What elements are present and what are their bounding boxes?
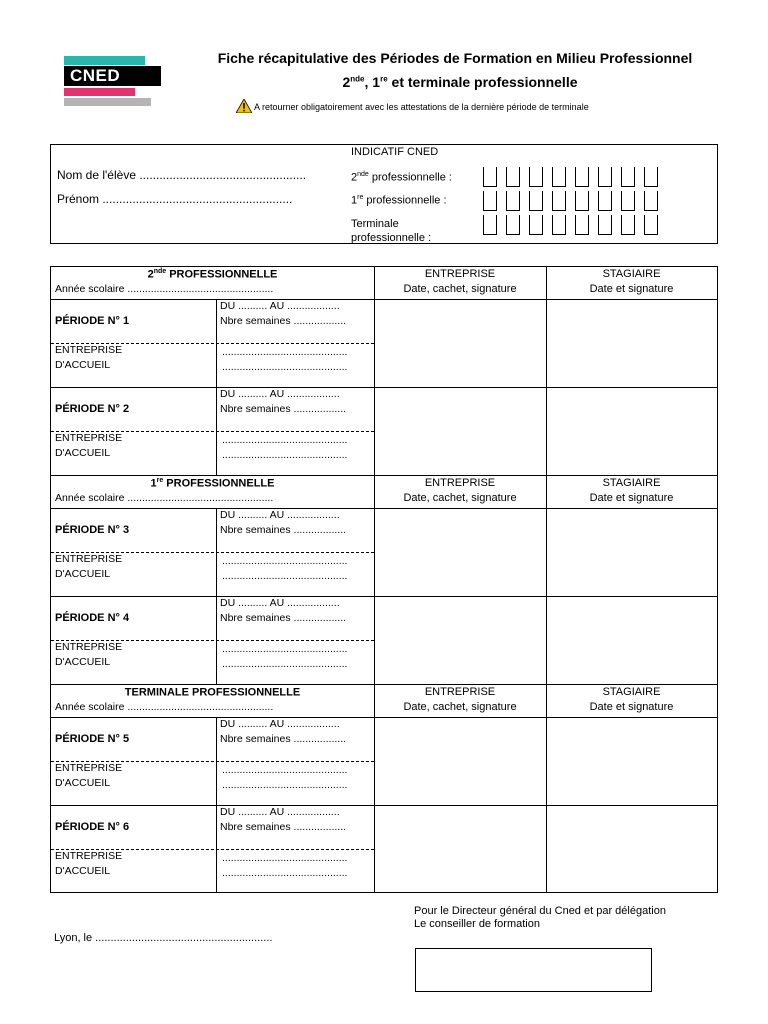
warning-note <box>236 99 696 113</box>
entreprise-address-field[interactable]: ........................................... <box>222 361 348 373</box>
logo-pink-bar <box>64 88 135 96</box>
student-firstname-field[interactable]: Prénom ......................................................... <box>57 192 293 206</box>
entreprise-signature-cell[interactable] <box>375 718 545 804</box>
lyon-date-field[interactable]: Lyon, le .......................................................... <box>54 932 273 944</box>
entreprise-subheader: Date, cachet, signature <box>403 492 517 504</box>
entreprise-label: ENTREPRISE <box>55 432 123 444</box>
cned-logo <box>0 0 170 110</box>
identity-box <box>50 144 718 244</box>
stagiaire-subheader: Date et signature <box>589 283 674 295</box>
entreprise-subheader: Date, cachet, signature <box>403 701 517 713</box>
accueil-label: D'ACCUEIL <box>55 777 111 789</box>
indicatif-2nde-label: 2nde professionnelle : <box>351 171 452 184</box>
logo-wordmark: CNED <box>64 66 161 86</box>
entreprise-signature-cell[interactable] <box>375 300 545 386</box>
entreprise-label: ENTREPRISE <box>55 344 123 356</box>
period-label: PÉRIODE N° 2 <box>55 403 130 415</box>
du-au-field[interactable]: DU .......... AU .................. <box>220 300 340 312</box>
page-title: Fiche récapitulative des Périodes de Formation en Milieu Professionnel <box>217 50 693 66</box>
entreprise-address-field[interactable]: ........................................... <box>222 867 348 879</box>
student-name-field[interactable]: Nom de l'élève .................................................. <box>57 168 307 182</box>
entreprise-header: ENTREPRISE <box>424 268 496 280</box>
indicatif-terminale-cells[interactable] <box>483 215 667 235</box>
indicatif-2nde-cells[interactable] <box>483 167 667 187</box>
stagiaire-signature-cell[interactable] <box>547 597 716 683</box>
entreprise-name-field[interactable]: ........................................... <box>222 852 348 864</box>
entreprise-signature-cell[interactable] <box>375 388 545 474</box>
entreprise-address-field[interactable]: ........................................... <box>222 570 348 582</box>
period-label: PÉRIODE N° 6 <box>55 821 130 833</box>
du-au-field[interactable]: DU .......... AU .................. <box>220 597 340 609</box>
du-au-field[interactable]: DU .......... AU .................. <box>220 388 340 400</box>
warning-text: A retourner obligatoirement avec les attestations de la dernière période de terminale <box>254 102 589 112</box>
logo-grey-bar <box>64 98 151 106</box>
stagiaire-header: STAGIAIRE <box>602 477 661 489</box>
du-au-field[interactable]: DU .......... AU .................. <box>220 806 340 818</box>
directeur-line1: Pour le Directeur général du Cned et par délégation <box>414 905 666 917</box>
entreprise-name-field[interactable]: ........................................... <box>222 555 348 567</box>
page-subtitle: 2nde, 1re et terminale professionnelle <box>342 74 578 90</box>
stagiaire-subheader: Date et signature <box>589 701 674 713</box>
stagiaire-signature-cell[interactable] <box>547 300 716 386</box>
section-divider <box>51 684 717 685</box>
indicatif-1re-cells[interactable] <box>483 191 667 211</box>
indicatif-1re-label: 1re professionnelle : <box>351 194 447 207</box>
nbre-semaines-field[interactable]: Nbre semaines .................. <box>220 524 347 536</box>
du-au-field[interactable]: DU .......... AU .................. <box>220 718 340 730</box>
entreprise-header: ENTREPRISE <box>424 477 496 489</box>
entreprise-name-field[interactable]: ........................................... <box>222 346 348 358</box>
entreprise-name-field[interactable]: ........................................... <box>222 643 348 655</box>
logo-teal-bar <box>64 56 145 65</box>
accueil-label: D'ACCUEIL <box>55 359 111 371</box>
entreprise-subheader: Date, cachet, signature <box>403 283 517 295</box>
entreprise-label: ENTREPRISE <box>55 553 123 565</box>
section-title: TERMINALE PROFESSIONNELLE <box>124 686 301 699</box>
warning-icon <box>236 99 252 113</box>
period-label: PÉRIODE N° 5 <box>55 733 130 745</box>
accueil-label: D'ACCUEIL <box>55 447 111 459</box>
section-divider <box>51 475 717 476</box>
entreprise-signature-cell[interactable] <box>375 509 545 595</box>
section-title: 1re PROFESSIONNELLE <box>150 477 275 490</box>
stagiaire-signature-cell[interactable] <box>547 806 716 892</box>
stagiaire-signature-cell[interactable] <box>547 388 716 474</box>
period-label: PÉRIODE N° 4 <box>55 612 130 624</box>
stagiaire-signature-cell[interactable] <box>547 509 716 595</box>
du-au-field[interactable]: DU .......... AU .................. <box>220 509 340 521</box>
accueil-label: D'ACCUEIL <box>55 656 111 668</box>
entreprise-header: ENTREPRISE <box>424 686 496 698</box>
nbre-semaines-field[interactable]: Nbre semaines .................. <box>220 612 347 624</box>
entreprise-label: ENTREPRISE <box>55 762 123 774</box>
period-label: PÉRIODE N° 3 <box>55 524 130 536</box>
accueil-label: D'ACCUEIL <box>55 865 111 877</box>
directeur-line2: Le conseiller de formation <box>414 918 540 930</box>
nbre-semaines-field[interactable]: Nbre semaines .................. <box>220 403 347 415</box>
stagiaire-header: STAGIAIRE <box>602 686 661 698</box>
signature-box[interactable] <box>415 948 652 992</box>
annee-scolaire-field[interactable]: Année scolaire .................................................. <box>55 492 274 504</box>
indicatif-label: INDICATIF CNED <box>351 146 439 158</box>
entreprise-address-field[interactable]: ........................................... <box>222 449 348 461</box>
section-title: 2nde PROFESSIONNELLE <box>147 268 278 281</box>
nbre-semaines-field[interactable]: Nbre semaines .................. <box>220 315 347 327</box>
entreprise-name-field[interactable]: ........................................... <box>222 764 348 776</box>
periods-table <box>50 266 718 893</box>
entreprise-label: ENTREPRISE <box>55 641 123 653</box>
indicatif-terminale-label: Terminale professionnelle : <box>351 218 432 244</box>
nbre-semaines-field[interactable]: Nbre semaines .................. <box>220 733 347 745</box>
entreprise-address-field[interactable]: ........................................... <box>222 658 348 670</box>
entreprise-signature-cell[interactable] <box>375 597 545 683</box>
stagiaire-signature-cell[interactable] <box>547 718 716 804</box>
annee-scolaire-field[interactable]: Année scolaire .................................................. <box>55 283 274 295</box>
entreprise-signature-cell[interactable] <box>375 806 545 892</box>
annee-scolaire-field[interactable]: Année scolaire .................................................. <box>55 701 274 713</box>
entreprise-name-field[interactable]: ........................................... <box>222 434 348 446</box>
stagiaire-subheader: Date et signature <box>589 492 674 504</box>
entreprise-address-field[interactable]: ........................................... <box>222 779 348 791</box>
nbre-semaines-field[interactable]: Nbre semaines .................. <box>220 821 347 833</box>
period-label: PÉRIODE N° 1 <box>55 315 130 327</box>
accueil-label: D'ACCUEIL <box>55 568 111 580</box>
entreprise-label: ENTREPRISE <box>55 850 123 862</box>
stagiaire-header: STAGIAIRE <box>602 268 661 280</box>
